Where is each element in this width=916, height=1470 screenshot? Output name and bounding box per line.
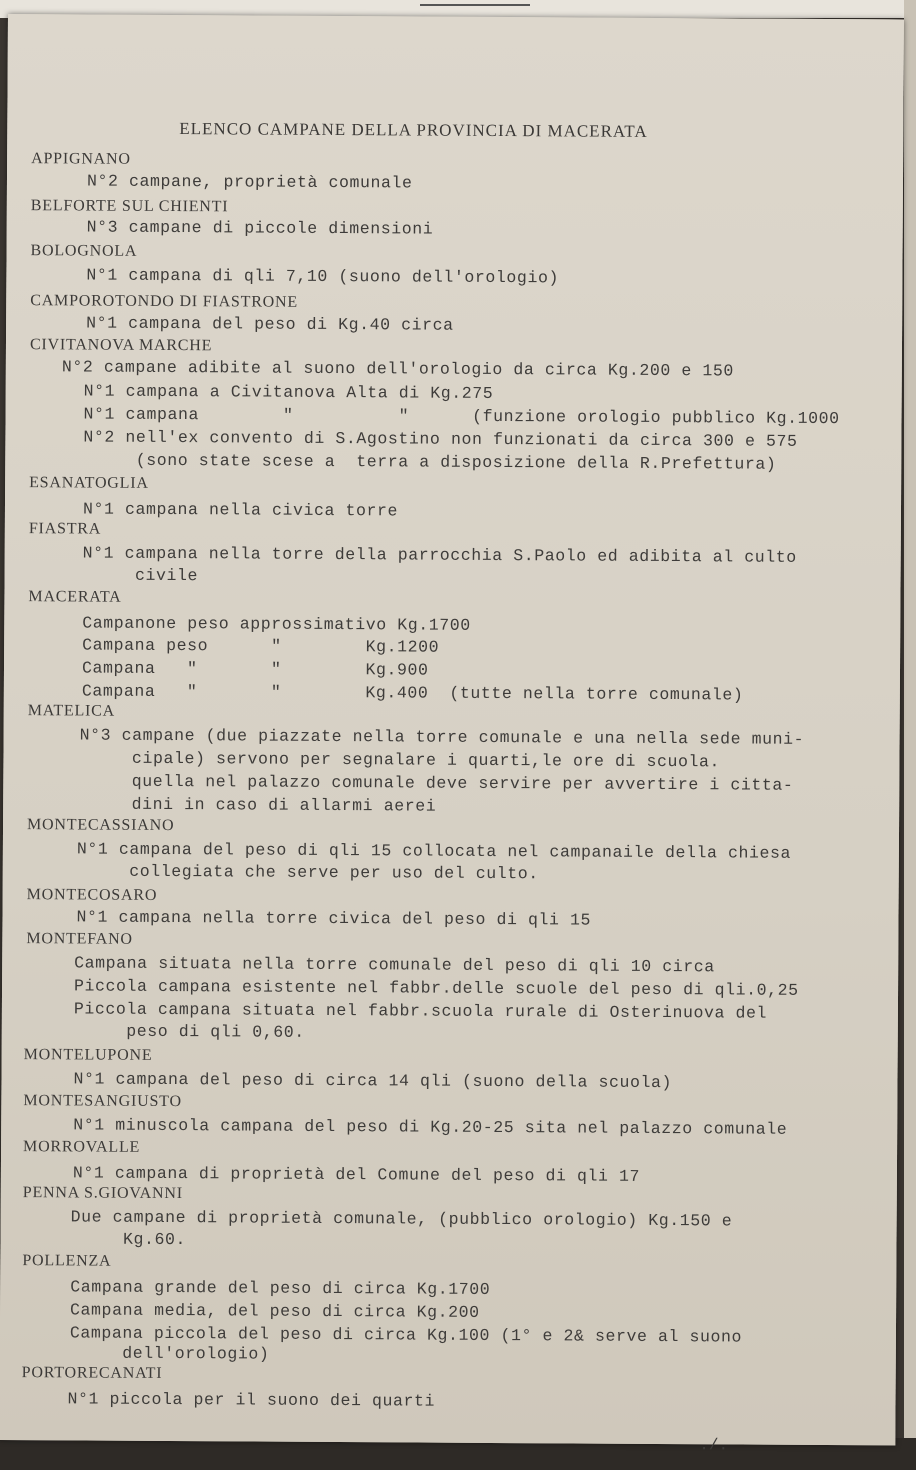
town-heading: MONTEFANO — [26, 930, 133, 948]
bell-entry-line: N°1 campana nella torre della parrocchia S.Paolo ed adibita al culto — [82, 543, 797, 567]
bell-entry-line: Campana situata nella torre comunale del peso di qli 10 circa — [74, 953, 715, 977]
town-heading: POLLENZA — [22, 1252, 112, 1270]
town-heading: MACERATA — [28, 588, 122, 606]
bell-entry-line: dini in caso di allarmi aerei — [79, 794, 437, 816]
typed-document-page — [0, 14, 904, 1455]
town-heading: ESANATOGLIA — [29, 474, 149, 492]
bell-entry-line: Kg.60. — [70, 1229, 187, 1250]
bell-entry-line: N°2 campane adibite al suono dell'orologio da circa Kg.200 e 150 — [61, 357, 735, 381]
bell-entry-line: Campana " " Kg.400 (tutte nella torre comunale) — [81, 681, 744, 705]
page-continuation-mark: ./. — [699, 1436, 729, 1455]
bell-entry-line: Campana piccola del peso di circa Kg.100 (1° e 2& serve al suono — [69, 1323, 743, 1347]
town-heading: PENNA S.GIOVANNI — [22, 1184, 183, 1203]
bell-entry-line: Piccola campana esistente nel fabbr.delle scuole del peso di qli.0,25 — [74, 976, 799, 1000]
bell-entry-line: Campana " " Kg.900 — [81, 658, 429, 680]
bell-entry-line: N°1 minuscola campana del peso di Kg.20-25 sita nel palazzo comunale — [73, 1115, 788, 1139]
bell-entry-line: N°1 campana nella torre civica del peso di qli 15 — [76, 907, 592, 930]
town-heading: PORTORECANATI — [21, 1364, 163, 1382]
town-heading: APPIGNANO — [31, 150, 131, 168]
document-title: ELENCO CAMPANE DELLA PROVINCIA DI MACERATA — [179, 119, 648, 141]
bell-entry-line: N°1 campana di qli 7,10 (suono dell'orologio) — [86, 265, 560, 288]
bell-entry-line: N°1 campana " " (funzione orologio pubblico Kg.1000 — [83, 404, 840, 429]
town-heading: MORROVALLE — [23, 1138, 141, 1156]
bell-entry-line: Due campane di proprietà comunale, (pubblico orologio) Kg.150 e — [70, 1207, 733, 1231]
bell-entry-line: peso di qli 0,60. — [73, 1021, 305, 1042]
town-heading: CIVITANOVA MARCHE — [29, 336, 213, 355]
bell-entry-line: Campana grande del peso di circa Kg.1700 — [70, 1277, 491, 1299]
town-heading: MATELICA — [27, 702, 116, 720]
top-decoration — [420, 4, 530, 12]
bell-entry-line: civile — [82, 565, 199, 586]
bell-entry-line: N°1 campana del peso di qli 15 collocata nel campanaile della chiesa — [76, 839, 792, 863]
bell-entry-line: N°1 piccola per il suono dei quarti — [67, 1389, 436, 1411]
town-heading: MONTELUPONE — [23, 1046, 153, 1064]
bell-entry-line: N°1 campana nella civica torre — [82, 499, 399, 521]
town-heading: BELFORTE SUL CHIENTI — [30, 197, 229, 216]
bell-entry-line: Campanone peso approssimativo Kg.1700 — [82, 613, 471, 635]
bell-entry-line: N°3 campane (due piazzate nella torre comunale e una nella sede muni- — [79, 725, 805, 749]
town-heading: MONTECASSIANO — [26, 816, 175, 835]
bell-entry-line: dell'orologio) — [69, 1343, 270, 1364]
bell-entry-line: quella nel palazzo comunale deve servire per avvertire i citta- — [79, 771, 794, 795]
bell-entry-line: cipale) servono per segnalare i quarti,le ore di scuola. — [79, 748, 721, 772]
bell-entry-line: Piccola campana situata nel fabbr.scuola rurale di Osterinuova del — [73, 999, 768, 1023]
town-heading: FIASTRA — [28, 520, 102, 538]
bell-entry-line: N°1 campana del peso di Kg.40 circa — [86, 313, 454, 335]
bell-entry-line: Campana media, del peso di circa Kg.200 — [70, 1300, 480, 1322]
bell-entry-line: N°1 campana a Civitanova Alta di Kg.275 — [83, 381, 494, 403]
town-heading: CAMPOROTONDO DI FIASTRONE — [30, 292, 299, 311]
bell-entry-line: collegiata che serve per uso del culto. — [76, 861, 539, 884]
bell-entry-line: N°1 campana del peso di circa 14 qli (suono della scuola) — [73, 1069, 673, 1093]
bell-entry-line: (sono state scese a terra a disposizione della R.Prefettura) — [83, 450, 777, 474]
bell-entry-line: N°3 campane di piccole dimensioni — [86, 217, 434, 239]
bell-entry-line: N°2 campane, proprietà comunale — [86, 171, 413, 193]
bell-entry-line: Campana peso " Kg.1200 — [82, 635, 440, 657]
town-heading: MONTESANGIUSTO — [23, 1092, 182, 1111]
bell-entry-line: N°2 nell'ex convento di S.Agostino non funzionati da circa 300 e 575 — [83, 427, 798, 451]
town-heading: MONTECOSARO — [26, 886, 158, 904]
town-heading: BOLOGNOLA — [30, 242, 138, 260]
bell-entry-line: N°1 campana di proprietà del Comune del peso di qli 17 — [72, 1163, 641, 1186]
right-page-edge — [904, 0, 916, 1440]
